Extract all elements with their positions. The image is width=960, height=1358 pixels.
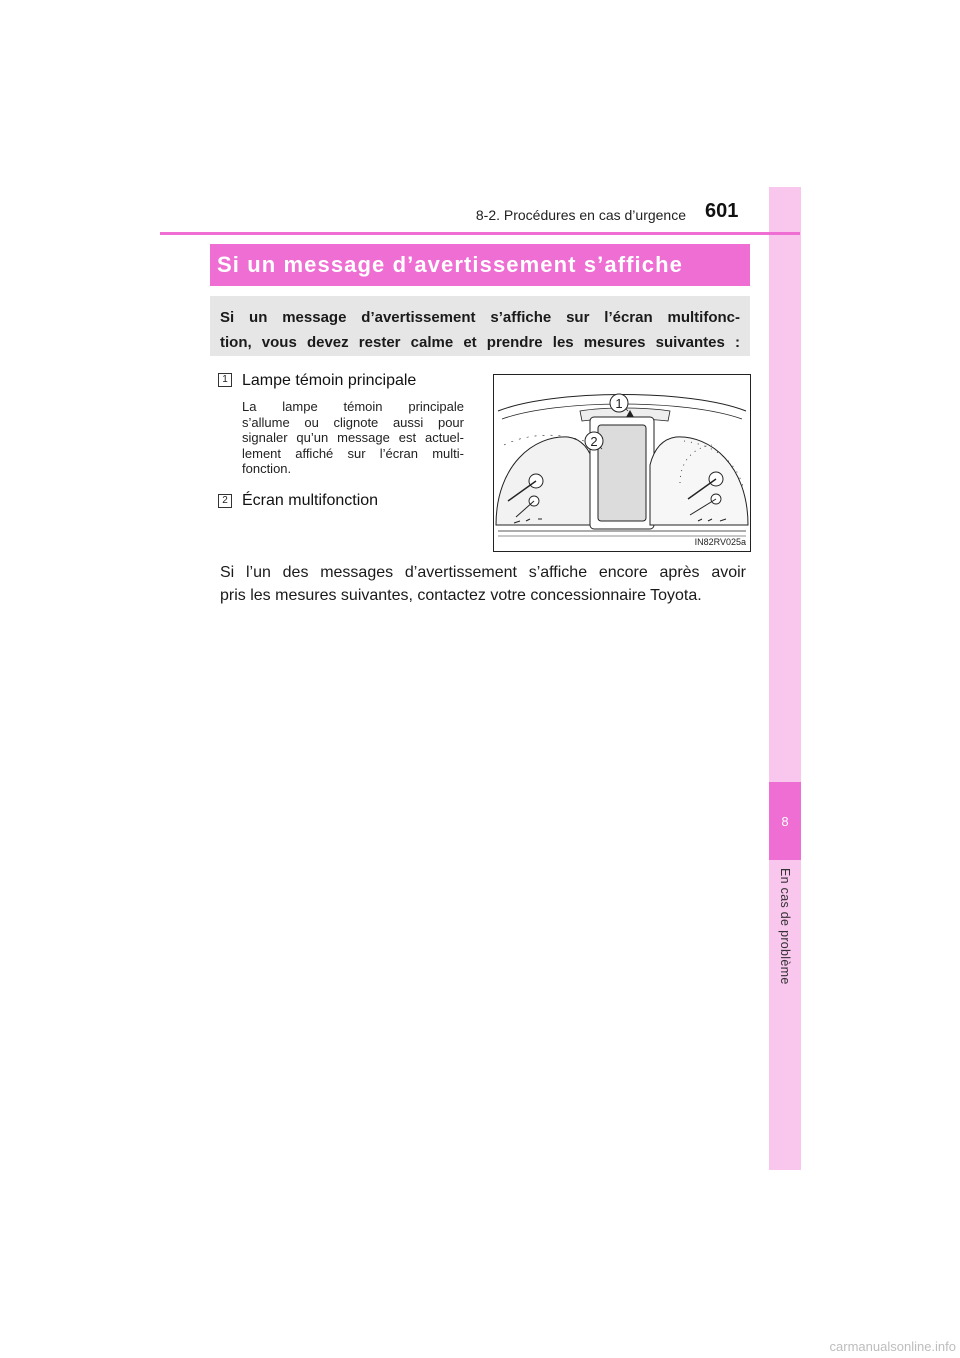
body-paragraph bbox=[220, 561, 746, 607]
chapter-title-label bbox=[769, 862, 801, 1012]
callout-2-label: 2 bbox=[590, 434, 598, 449]
body-line: pris les mesures suivantes, contactez votre concessionnaire Toyota. bbox=[220, 587, 702, 604]
chapter-side-strip bbox=[769, 187, 801, 1170]
callout-1-label: 1 bbox=[615, 396, 623, 411]
page-number: 601 bbox=[705, 200, 739, 222]
instrument-cluster-drawing bbox=[494, 375, 750, 551]
chapter-number: 8 bbox=[781, 813, 789, 829]
intro-line: tion, vous devez rester calme et prendre les mesures suivantes : bbox=[220, 334, 740, 351]
item-description-line: fonction. bbox=[242, 461, 292, 476]
instrument-cluster-illustration bbox=[493, 374, 751, 552]
header-section: 8-2. Procédures en cas d’urgence bbox=[475, 207, 686, 223]
item-number-badge: 2 bbox=[218, 494, 232, 508]
watermark: carmanualsonline.info bbox=[829, 1339, 956, 1354]
item-description-line: s’allume ou clignote aussi pour bbox=[242, 414, 464, 430]
item-title-warning-light: Lampe témoin principale bbox=[242, 372, 417, 389]
intro-line: Si un message d’avertissement s’affiche sur l’écran multifonc- bbox=[220, 309, 740, 326]
item-title-multi-display: Écran multifonction bbox=[242, 492, 379, 509]
figure-code: IN82RV025a bbox=[694, 537, 746, 547]
item-number-badge: 1 bbox=[218, 373, 232, 387]
chapter-number-tab[interactable] bbox=[769, 782, 801, 860]
body-line: Si l’un des messages d’avertissement s’affiche encore après avoir bbox=[220, 564, 746, 581]
item-description bbox=[242, 399, 464, 477]
item-description-line: lement affiché sur l’écran multi- bbox=[242, 445, 464, 461]
section-title: Si un message d’avertissement s’affiche bbox=[210, 244, 750, 286]
item-description-line: La lampe témoin principale bbox=[242, 399, 464, 414]
header-rule bbox=[160, 232, 800, 235]
chapter-title: En cas de problème bbox=[778, 868, 792, 985]
intro-box bbox=[210, 296, 750, 356]
item-description-line: signaler qu’un message est actuel- bbox=[242, 430, 464, 445]
